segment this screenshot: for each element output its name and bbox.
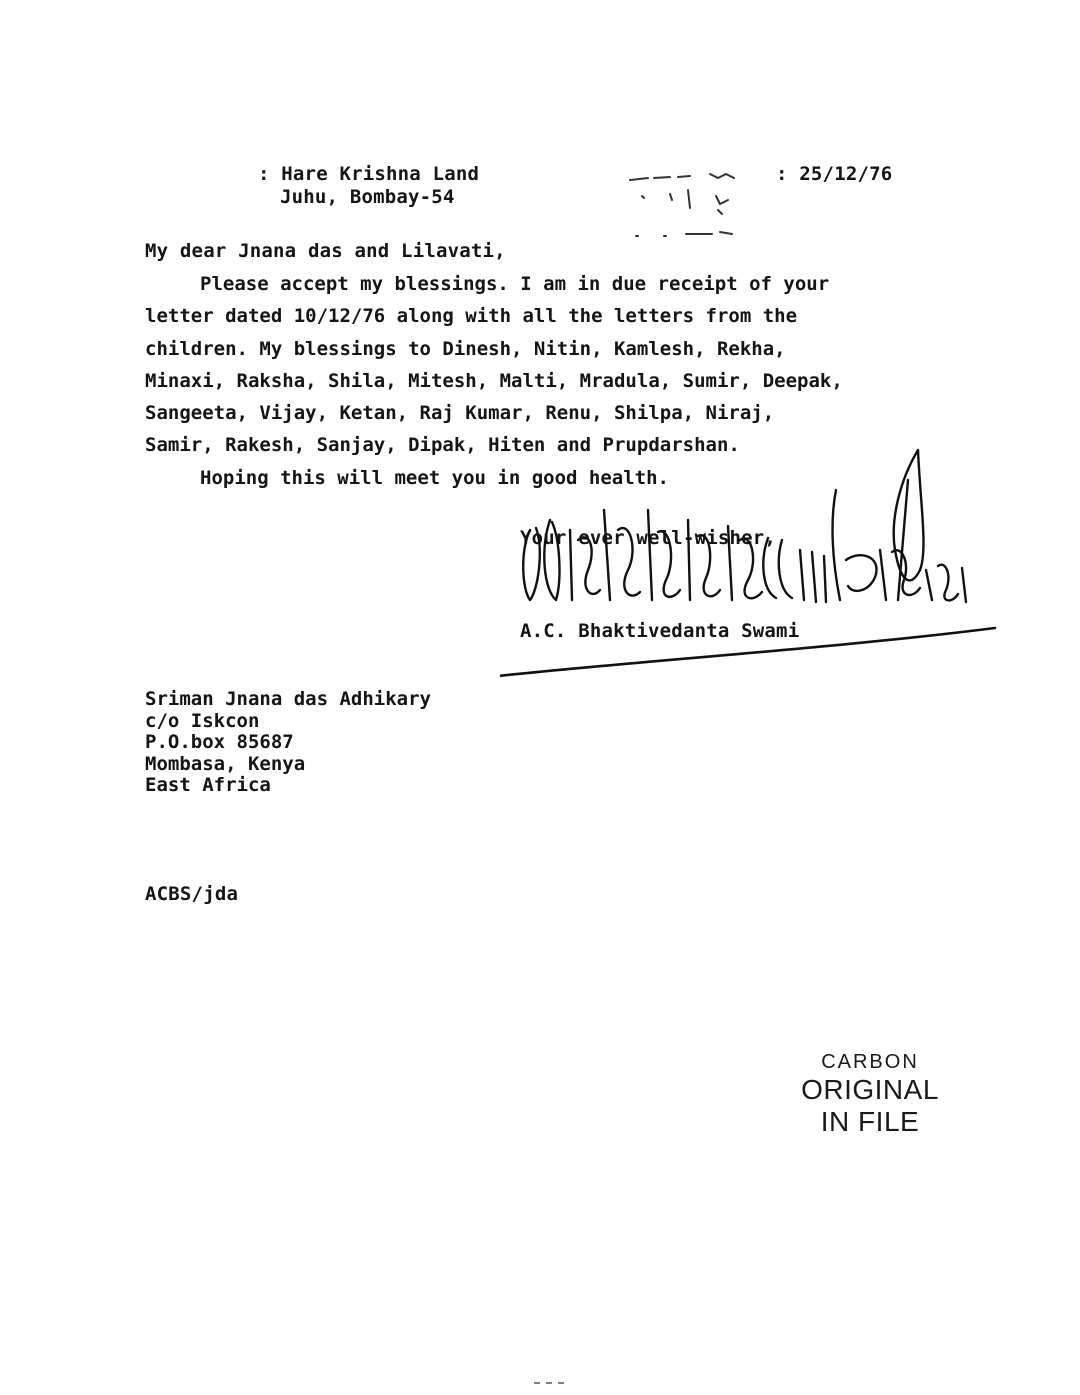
recipient-line: Mombasa, Kenya <box>145 752 306 775</box>
body-line: letter dated 10/12/76 along with all the letters from the <box>145 305 798 328</box>
recipient-address <box>145 689 431 797</box>
stamp-line-2: ORIGINAL <box>801 1074 939 1105</box>
sender-address-line-1: : Hare Krishna Land <box>258 163 480 185</box>
body-line: children. My blessings to Dinesh, Nitin, Kamlesh, Rekha, <box>145 337 786 360</box>
reference-initials: ACBS/jda <box>145 883 239 905</box>
stamp-line-3: IN FILE <box>820 1106 920 1137</box>
footer-speck-icon <box>530 1378 570 1388</box>
body-line: Please accept my blessings. I am in due receipt of your <box>200 273 830 295</box>
body-line: Minaxi, Raksha, Shila, Mitesh, Malti, Mradula, Sumir, Deepak, <box>145 369 843 392</box>
carbon-original-stamp <box>795 1050 945 1138</box>
recipient-line: P.O.box 85687 <box>145 731 294 753</box>
recipient-line: East Africa <box>145 774 271 796</box>
body-line: Sangeeta, Vijay, Ketan, Raj Kumar, Renu, Shilpa, Niraj, <box>145 402 775 425</box>
body-line: Samir, Rakesh, Sanjay, Dipak, Hiten and Prupdarshan. <box>145 434 740 457</box>
recipient-line: Sriman Jnana das Adhikary <box>145 688 431 710</box>
salutation: My dear Jnana das and Lilavati, <box>145 240 506 262</box>
closing-phrase: Your ever well-wisher, <box>520 527 777 549</box>
stamp-line-1: CARBON <box>821 1051 919 1073</box>
signature-icon <box>500 440 1000 680</box>
recipient-line: c/o Iskcon <box>145 709 260 732</box>
body-line: Hoping this will meet you in good health. <box>200 466 669 489</box>
letter-date: : 25/12/76 <box>776 163 893 185</box>
sender-address-line-2: Juhu, Bombay-54 <box>280 186 455 208</box>
handwritten-mark-icon <box>620 160 760 250</box>
signatory-name: A.C. Bhaktivedanta Swami <box>520 620 800 642</box>
